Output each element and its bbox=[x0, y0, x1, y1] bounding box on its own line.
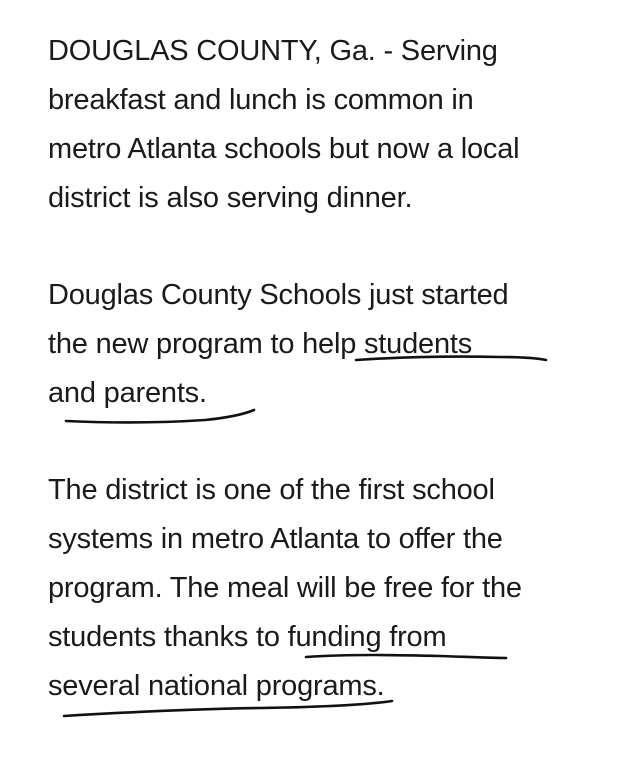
paragraph-1 bbox=[48, 27, 628, 223]
paragraph-line: the new program to help students bbox=[48, 328, 473, 360]
paragraph-line: Douglas County Schools just started bbox=[48, 279, 509, 311]
paragraph-2 bbox=[48, 271, 628, 418]
paragraph-line: program. The meal will be free for the bbox=[48, 572, 522, 604]
paragraph-line: and parents. bbox=[48, 377, 207, 409]
paragraph-line: district is also serving dinner. bbox=[48, 182, 413, 214]
paragraph-line: breakfast and lunch is common in bbox=[48, 84, 474, 116]
paragraph-line: metro Atlanta schools but now a local bbox=[48, 133, 520, 165]
paragraph-line: The district is one of the first school bbox=[48, 474, 495, 506]
paragraph-line: DOUGLAS COUNTY, Ga. - Serving bbox=[48, 35, 498, 67]
paragraph-line: students thanks to funding from bbox=[48, 621, 447, 653]
article-body bbox=[48, 27, 628, 759]
paragraph-3 bbox=[48, 466, 628, 711]
paragraph-line: several national programs. bbox=[48, 670, 385, 702]
paragraph-line: systems in metro Atlanta to offer the bbox=[48, 523, 503, 555]
